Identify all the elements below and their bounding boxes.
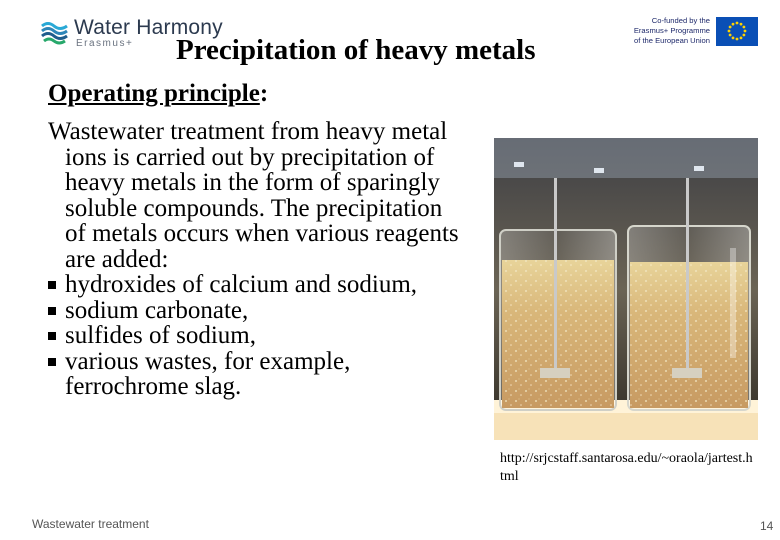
square-bullet-icon — [48, 281, 56, 289]
square-bullet-icon — [48, 307, 56, 315]
eu-cofunded-text — [622, 16, 710, 46]
square-bullet-icon — [48, 358, 56, 366]
eu-line: Co-funded by the — [651, 16, 710, 25]
list-item-text: various wastes, for example, ferrochrome slag. — [65, 347, 351, 400]
footer-text: Wastewater treatment — [32, 517, 149, 531]
intro-paragraph: Wastewater treatment from heavy metal ions is carried out by precipitation of heavy metals in the form of sparingly soluble compounds. The precipitation of metals occurs when various reagents are added: — [48, 118, 459, 273]
eu-line: Erasmus+ Programme — [633, 26, 710, 35]
list-item — [48, 298, 468, 324]
list-item — [48, 323, 468, 349]
section-heading-label: Operating principle — [48, 80, 260, 107]
jar-test-photo — [494, 138, 758, 440]
logo-subtitle: Erasmus+ — [76, 38, 134, 49]
list-item-text: sodium carbonate, — [65, 296, 249, 324]
page-number: 14 — [760, 519, 774, 533]
list-item — [48, 349, 468, 400]
water-drop-icon — [40, 14, 70, 46]
list-item — [48, 272, 468, 298]
reagent-list — [48, 272, 468, 400]
square-bullet-icon — [48, 332, 56, 340]
list-item-text: sulfides of sodium, — [65, 322, 256, 349]
eu-line: of the European Union — [634, 36, 710, 45]
body-text — [48, 119, 468, 400]
section-heading-colon: : — [259, 80, 269, 107]
eu-flag-icon — [716, 17, 758, 46]
section-heading — [48, 80, 268, 108]
page-title: Precipitation of heavy metals — [176, 34, 536, 66]
list-item-text: hydroxides of calcium and sodium, — [65, 271, 418, 298]
image-caption: http://srjcstaff.santarosa.edu/~oraola/jartest.html — [500, 451, 753, 484]
logo-name: Water Harmony — [74, 16, 223, 39]
eu-cofunded-logo — [622, 15, 762, 49]
